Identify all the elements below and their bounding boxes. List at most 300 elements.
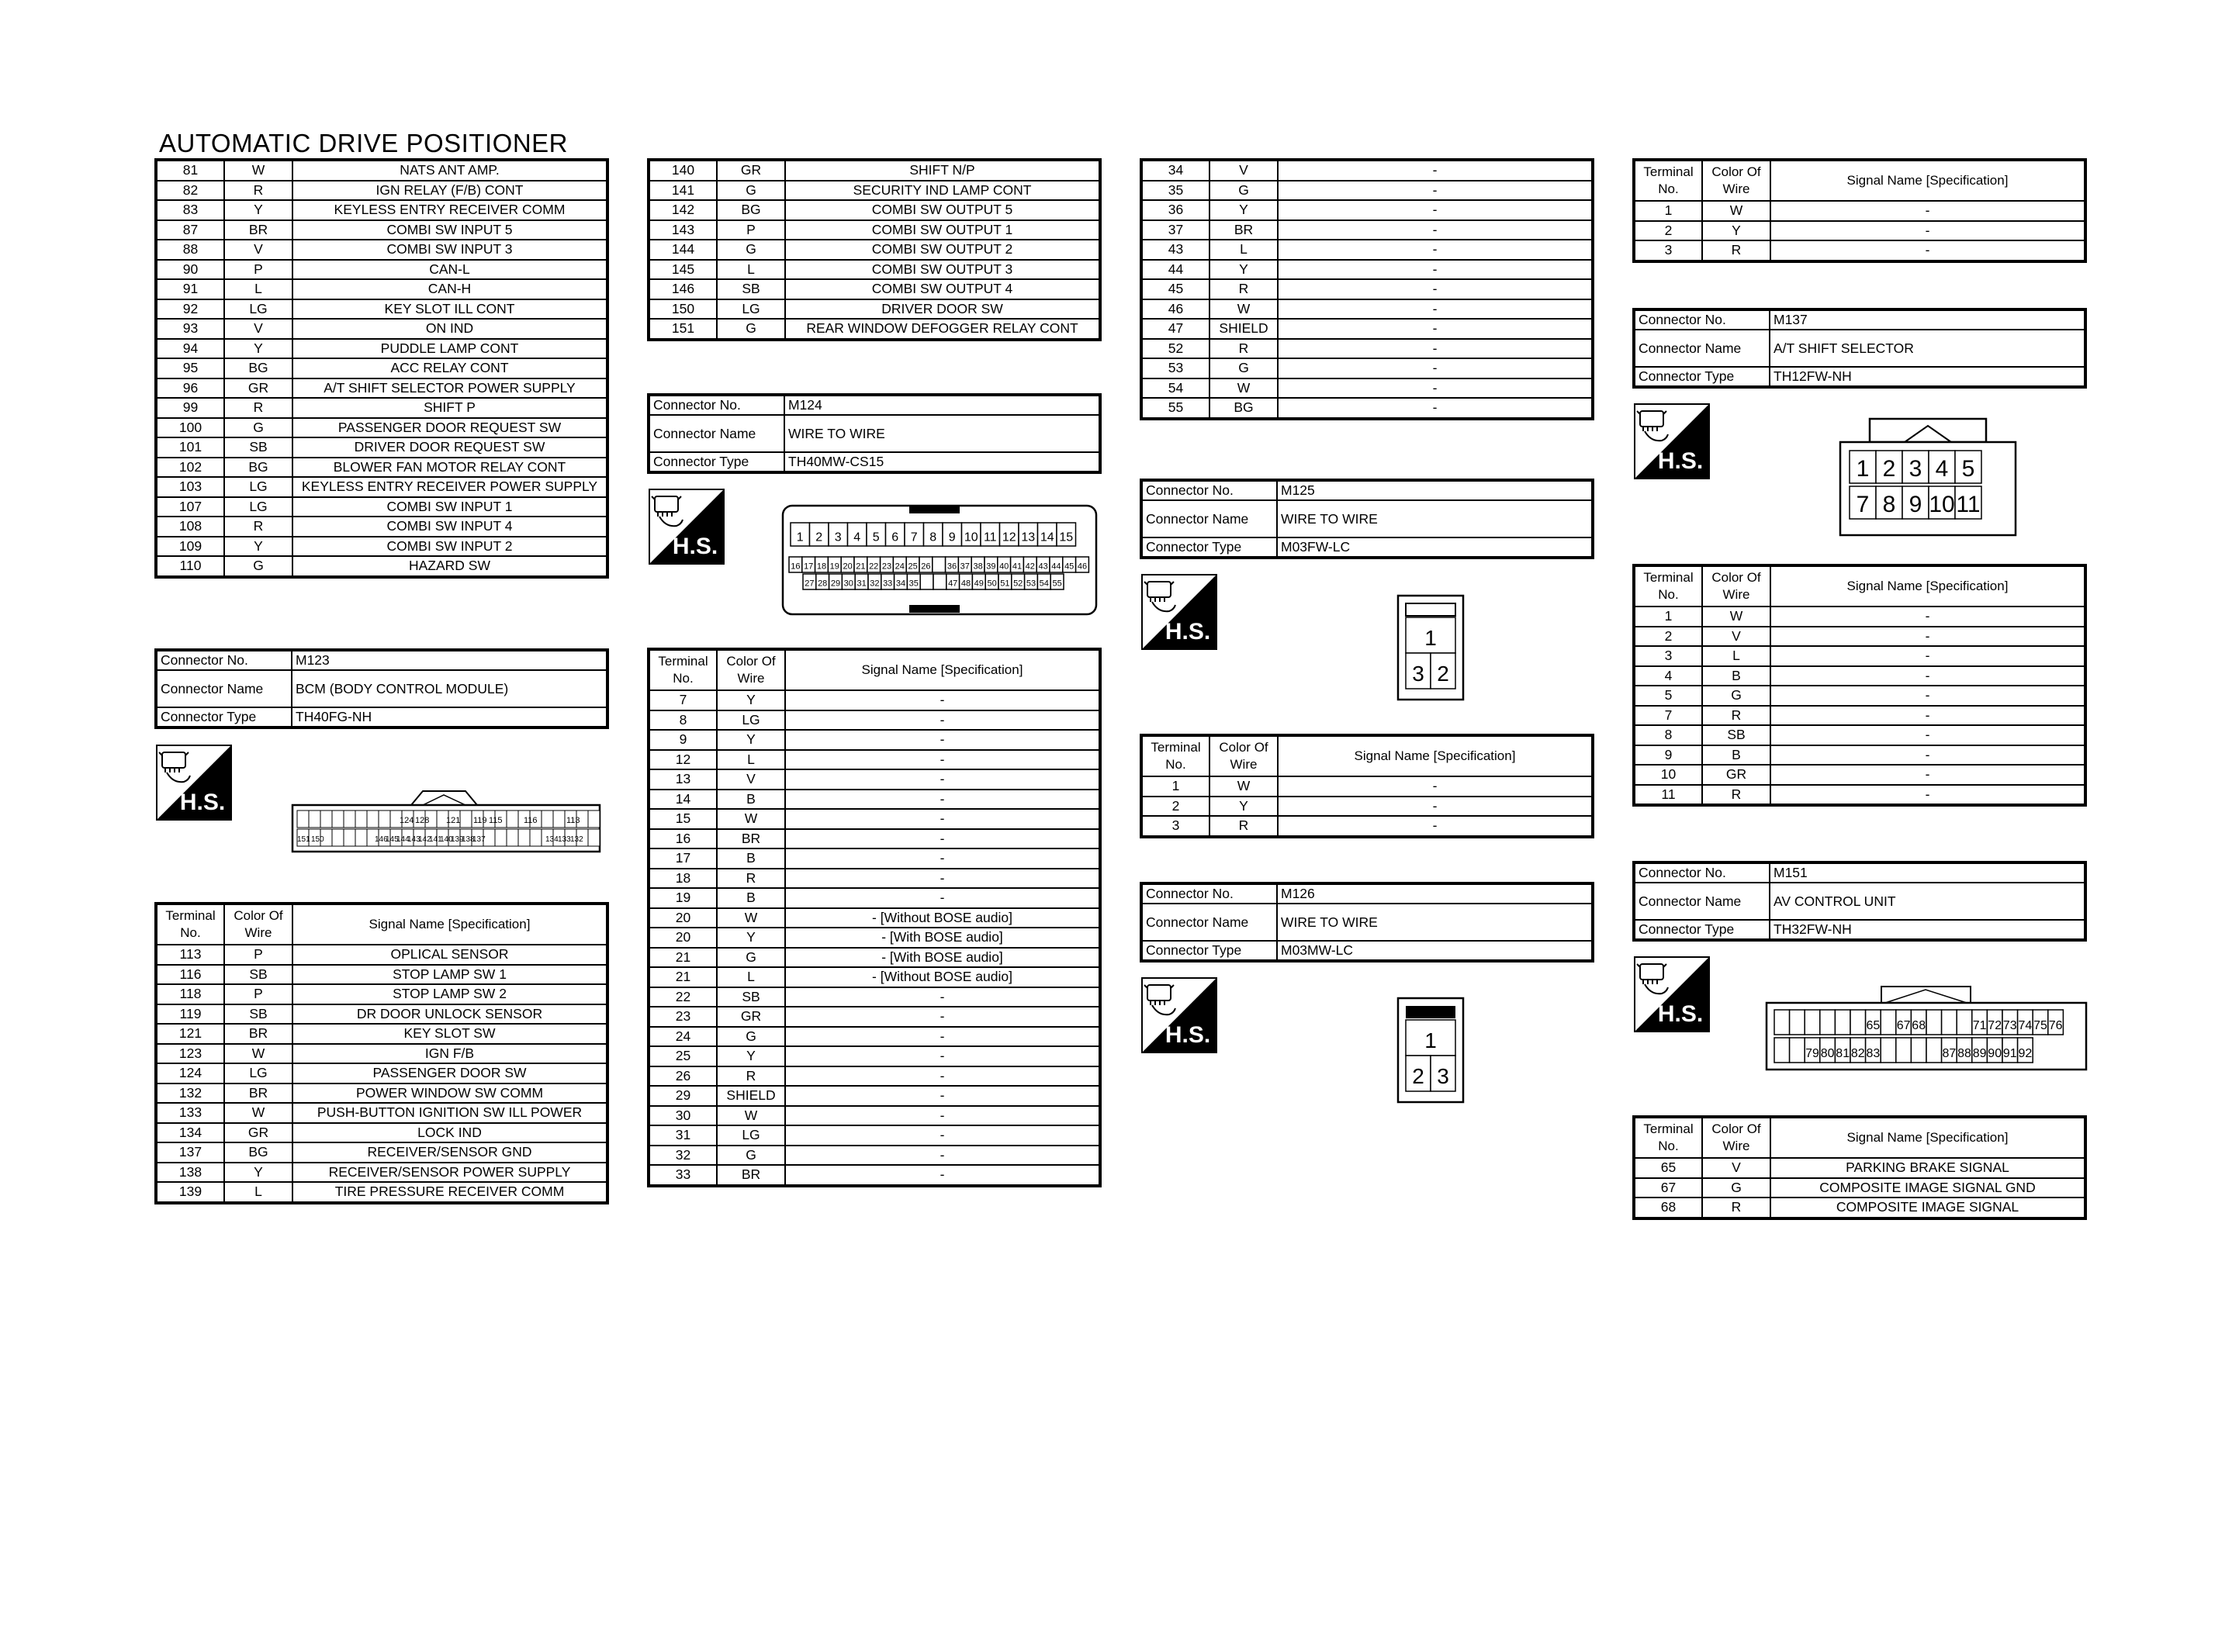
signal-name-cell: COMBI SW INPUT 3 [292,240,607,260]
table-row [1634,201,2085,221]
table-row [649,1066,1100,1087]
terminal-cell: 133 [156,1103,224,1123]
terminal-cell: 18 [649,869,717,889]
connector-pin [1911,1038,1926,1063]
connector-type-value: TH12FW-NH [1770,367,2085,387]
table-row [649,260,1100,280]
table-row [649,769,1100,790]
table-row [1141,279,1593,299]
table-row [156,1083,607,1104]
terminal-cell: 1 [1634,607,1702,627]
connector-pin-label: 2 [815,531,823,544]
connector-pin-label: 65 [1866,1018,1881,1032]
signal-name-cell: - [1278,776,1593,797]
terminal-cell: 12 [649,750,717,770]
wire-color-cell: W [717,809,785,829]
connector-name-value: BCM (BODY CONTROL MODULE) [292,670,607,707]
wire-color-cell: BG [224,1142,292,1163]
table-row [156,279,607,299]
wire-color-cell: LG [224,497,292,517]
connector-no-value: M125 [1277,480,1593,500]
table-row [156,1004,607,1025]
signal-name-cell: DRIVER DOOR REQUEST SW [292,437,607,458]
terminal-cell: 87 [156,220,224,240]
terminal-cell: 43 [1141,240,1209,260]
signal-name-cell: - [785,869,1100,889]
wire-color-cell: G [1209,181,1278,201]
terminal-cell: 151 [649,319,717,340]
terminal-cell: 26 [649,1066,717,1087]
signal-name-cell: - [1278,797,1593,817]
terminal-cell: 9 [649,730,717,750]
connector-name-label: Connector Name [1634,883,1770,920]
wire-color-cell: P [224,945,292,965]
signal-name-cell: - [1278,240,1593,260]
connector-pin-label: 10 [1929,491,1955,517]
connector-type-label: Connector Type [1634,920,1770,940]
signal-name-cell: - [1278,220,1593,240]
signal-name-cell: OPLICAL SENSOR [292,945,607,965]
header-color-of-wire: Color Of Wire [1702,1117,1770,1158]
connector-pin [1774,1010,1790,1035]
connector-no-label: Connector No. [1141,883,1277,904]
wire-color-cell: BR [224,1024,292,1044]
table-row [649,869,1100,889]
header-terminal-no: Terminal No. [1634,160,1702,201]
connector-pin-label: 36 [946,562,957,572]
connector-pin [1926,1010,1942,1035]
terminal-cell: 118 [156,984,224,1004]
connector-diagram-m125 [1396,594,1466,703]
connector-name-label: Connector Name [1634,330,1770,367]
connector-pin-label: 74 [2018,1018,2033,1032]
terminal-cell: 143 [649,220,717,240]
header-terminal-no: Terminal No. [1634,1117,1702,1158]
connector-pin-label: 113 [566,816,580,825]
connector-pin-label: 24 [895,562,905,572]
connector-pin-label: 76 [2048,1018,2063,1032]
table-header-row [1634,565,2085,607]
wire-color-cell: Y [717,928,785,948]
connector-pin-label: 72 [1988,1018,2002,1032]
wire-color-cell: BG [224,358,292,378]
signal-name-cell: RECEIVER/SENSOR POWER SUPPLY [292,1163,607,1183]
wire-color-cell: G [1702,686,1770,706]
signal-name-cell: - [1278,358,1593,378]
table-row [649,928,1100,948]
table-row [1141,200,1593,220]
table-row [156,358,607,378]
table-row [649,1125,1100,1146]
signal-name-cell: PUDDLE LAMP CONT [292,339,607,359]
terminal-cell: 23 [649,1007,717,1027]
m124-terminal-table-cont [1140,158,1594,420]
signal-name-cell: COMBI SW INPUT 4 [292,517,607,537]
signal-name-cell: KEY SLOT ILL CONT [292,299,607,320]
table-row [156,965,607,985]
terminal-cell: 55 [1141,398,1209,419]
table-row [156,437,607,458]
wire-color-cell: P [717,220,785,240]
wire-color-cell: GR [717,160,785,181]
hs-label: H.S. [179,790,226,815]
table-row [1634,666,2085,686]
table-row [649,200,1100,220]
wire-color-cell: LG [224,1063,292,1083]
table-row [156,497,607,517]
m137-terminal-table [1632,564,2087,807]
connector-pin-label: 11 [983,531,997,544]
terminal-cell: 103 [156,477,224,497]
table-row [156,220,607,240]
table-row [649,730,1100,750]
signal-name-cell: TIRE PRESSURE RECEIVER COMM [292,1182,607,1203]
table-row [1634,1198,2085,1218]
signal-name-cell: COMBI SW OUTPUT 3 [785,260,1100,280]
terminal-cell: 37 [1141,220,1209,240]
connector-pin-label: 42 [1025,562,1035,572]
connector-pin-label: 41 [1012,562,1023,572]
hs-logo [649,489,725,569]
connector-pin-label: 8 [929,531,937,544]
connector-pin-label: 33 [883,579,893,589]
terminal-cell: 54 [1141,378,1209,399]
terminal-cell: 2 [1634,627,1702,647]
wire-color-cell: LG [717,299,785,320]
signal-name-cell: - [785,730,1100,750]
terminal-cell: 142 [649,200,717,220]
table-row [156,1024,607,1044]
signal-name-cell: - [1278,378,1593,399]
connector-no-label: Connector No. [156,650,292,670]
connector-diagram-m126 [1396,997,1466,1105]
connector-pin-label: 151 [297,835,310,844]
table-row [1141,220,1593,240]
table-row [1141,776,1593,797]
wire-color-cell: Y [1702,221,1770,241]
connector-pin-label: 29 [830,579,841,589]
signal-name-cell: - [1770,706,2085,726]
connector-name-value: AV CONTROL UNIT [1770,883,2085,920]
terminal-cell: 138 [156,1163,224,1183]
wire-color-cell: B [1702,666,1770,686]
terminal-cell: 83 [156,200,224,220]
table-row [156,556,607,577]
table-row [156,1123,607,1143]
signal-name-cell: - [With BOSE audio] [785,928,1100,948]
terminal-cell: 4 [1634,666,1702,686]
terminal-cell: 113 [156,945,224,965]
table-row [649,790,1100,810]
table-row [649,750,1100,770]
signal-name-cell: STOP LAMP SW 1 [292,965,607,985]
wire-color-cell: V [1702,1158,1770,1178]
connector-type-value: M03MW-LC [1277,941,1593,961]
table-row [156,517,607,537]
connector-pin-label: 5 [872,531,880,544]
table-row [1634,745,2085,766]
hs-label: H.S. [1657,448,1704,474]
signal-name-cell: SHIFT N/P [785,160,1100,181]
connector-pin-label: 138 [462,835,475,844]
wire-color-cell: G [717,1027,785,1047]
connector-pin-label: 116 [524,816,538,825]
connector-pin-label: 132 [570,835,583,844]
connector-name-label: Connector Name [649,415,784,452]
connector-pin-label: 40 [999,562,1009,572]
connector-pin-label: 87 [1942,1046,1957,1060]
signal-name-cell: - [Without BOSE audio] [785,908,1100,928]
connector-pin-label: 28 [818,579,828,589]
signal-name-cell: SHIFT P [292,398,607,418]
connector-pin-label: 37 [960,562,970,572]
terminal-cell: 100 [156,418,224,438]
signal-name-cell: - [1278,319,1593,339]
wire-color-cell: BG [1209,398,1278,419]
wire-color-cell: BR [1209,220,1278,240]
signal-name-cell: PUSH-BUTTON IGNITION SW ILL POWER [292,1103,607,1123]
connector-name-value: WIRE TO WIRE [1277,904,1593,941]
wire-color-cell: R [1209,279,1278,299]
wire-color-cell: Y [1209,200,1278,220]
table-row [156,537,607,557]
connector-no-value: M137 [1770,309,2085,330]
signal-name-cell: PASSENGER DOOR SW [292,1063,607,1083]
terminal-cell: 81 [156,160,224,181]
terminal-cell: 3 [1634,240,1702,261]
wire-color-cell: SB [717,279,785,299]
terminal-cell: 82 [156,181,224,201]
table-row [649,1146,1100,1166]
signal-name-cell: CAN-H [292,279,607,299]
terminal-cell: 116 [156,965,224,985]
wire-color-cell: SB [1702,725,1770,745]
terminal-cell: 34 [1141,160,1209,181]
header-terminal-no: Terminal No. [1634,565,1702,607]
table-row [649,967,1100,987]
table-row [649,240,1100,260]
connector-name-value: WIRE TO WIRE [784,415,1100,452]
connector-pin [1805,1010,1820,1035]
signal-name-cell: KEYLESS ENTRY RECEIVER POWER SUPPLY [292,477,607,497]
table-row [156,1142,607,1163]
signal-name-cell: PARKING BRAKE SIGNAL [1770,1158,2085,1178]
signal-name-cell: KEY SLOT SW [292,1024,607,1044]
table-row [649,1046,1100,1066]
table-row [649,1086,1100,1106]
wire-color-cell: SHIELD [1209,319,1278,339]
terminal-cell: 137 [156,1142,224,1163]
connector-pin-label: 143 [407,835,420,844]
connector-pin-label: 128 [415,816,430,825]
connector-type-value: TH40FG-NH [292,707,607,728]
signal-name-cell: - [1770,240,2085,261]
table-row [156,1182,607,1203]
wire-color-cell: W [717,1106,785,1126]
table-row [156,945,607,965]
table-header-row [1634,1117,2085,1158]
connector-pin-label: 35 [908,579,919,589]
connector-pin [1790,1010,1805,1035]
signal-name-cell: - [785,829,1100,849]
connector-pin-label: 1 [1424,625,1437,650]
connector-diagram-m137 [1839,415,2017,539]
connector-pin-label: 21 [856,562,866,572]
table-row [649,948,1100,968]
wire-color-cell: W [1209,299,1278,320]
terminal-cell: 33 [649,1165,717,1186]
table-row [1634,706,2085,726]
wire-color-cell: GR [1702,765,1770,785]
hs-label: H.S. [1164,1022,1211,1048]
terminal-cell: 92 [156,299,224,320]
header-terminal-no: Terminal No. [156,904,224,945]
table-row [156,458,607,478]
header-color-of-wire: Color Of Wire [1702,160,1770,201]
connector-diagram-m151 [1765,983,2091,1073]
connector-pin-label: 137 [472,835,486,844]
connector-pin-label: 4 [853,531,861,544]
connector-pin-label: 142 [418,835,431,844]
table-row [1634,785,2085,806]
table-row [156,319,607,339]
connector-no-label: Connector No. [1141,480,1277,500]
signal-name-cell: COMBI SW OUTPUT 2 [785,240,1100,260]
table-row [649,987,1100,1007]
terminal-cell: 52 [1141,339,1209,359]
signal-name-cell: - [785,710,1100,731]
wire-color-cell: G [717,948,785,968]
table-header-row [649,649,1100,690]
connector-pin-label: 46 [1077,562,1088,572]
wire-color-cell: W [224,160,292,181]
connector-pin-label: 145 [386,835,399,844]
wire-color-cell: R [1209,816,1278,837]
wire-color-cell: V [1702,627,1770,647]
wire-color-cell: R [1702,240,1770,261]
table-row [1634,646,2085,666]
table-row [1141,160,1593,181]
connector-pin-label: 124 [400,816,414,825]
signal-name-cell: - [785,809,1100,829]
connector-pin [1896,1038,1912,1063]
wire-color-cell: G [224,418,292,438]
connector-pin-label: 144 [396,835,410,844]
wire-color-cell: Y [1209,260,1278,280]
signal-name-cell: - [1278,398,1593,419]
table-row [649,888,1100,908]
wire-color-cell: LG [224,299,292,320]
wire-color-cell: BG [224,458,292,478]
terminal-cell: 44 [1141,260,1209,280]
table-header-row [1634,160,2085,201]
signal-name-cell: POWER WINDOW SW COMM [292,1083,607,1104]
table-row [156,1163,607,1183]
terminal-cell: 2 [1141,797,1209,817]
connector-pin-label: 79 [1805,1046,1819,1060]
table-row [649,181,1100,201]
connector-pin-label: 7 [1856,491,1870,517]
wire-color-cell: BR [717,1165,785,1186]
wire-color-cell: R [224,398,292,418]
signal-name-cell: ACC RELAY CONT [292,358,607,378]
signal-name-cell: - [785,769,1100,790]
terminal-cell: 93 [156,319,224,339]
table-row [1141,339,1593,359]
terminal-cell: 101 [156,437,224,458]
header-color-of-wire: Color Of Wire [717,649,785,690]
terminal-cell: 99 [156,398,224,418]
wire-color-cell: SB [224,965,292,985]
wire-color-cell: L [717,967,785,987]
signal-name-cell: - [1770,785,2085,806]
connector-pin-label: 13 [1021,531,1036,544]
terminal-cell: 16 [649,829,717,849]
wire-color-cell: LG [717,710,785,731]
signal-name-cell: COMBI SW OUTPUT 1 [785,220,1100,240]
table-row [1634,725,2085,745]
connector-pin-label: 34 [895,579,906,589]
wire-color-cell: BG [717,200,785,220]
terminal-cell: 17 [649,848,717,869]
signal-name-cell: COMBI SW OUTPUT 5 [785,200,1100,220]
signal-name-cell: CAN-L [292,260,607,280]
signal-name-cell: - [1770,646,2085,666]
terminal-cell: 94 [156,339,224,359]
connector-pin [933,574,946,589]
terminal-cell: 145 [649,260,717,280]
terminal-cell: 110 [156,556,224,577]
connector-pin-label: 30 [843,579,853,589]
connector-pin-label: 1 [796,531,804,544]
connector-pin [1942,1010,1957,1035]
signal-name-cell: PASSENGER DOOR REQUEST SW [292,418,607,438]
connector-type-label: Connector Type [1141,537,1277,558]
terminal-cell: 121 [156,1024,224,1044]
wire-color-cell: V [224,319,292,339]
table-row [1634,627,2085,647]
wire-color-cell: V [717,769,785,790]
connector-pin [1774,1038,1790,1063]
terminal-cell: 46 [1141,299,1209,320]
connector-pin-label: 48 [960,579,971,589]
terminal-cell: 22 [649,987,717,1007]
signal-name-cell: COMBI SW INPUT 1 [292,497,607,517]
table-row [1141,240,1593,260]
signal-name-cell: COMBI SW OUTPUT 4 [785,279,1100,299]
table-row [156,398,607,418]
m125-terminal-table [1140,734,1594,838]
connector-pin-label: 38 [973,562,983,572]
wire-color-cell: L [224,1182,292,1203]
connector-pin-label: 3 [1437,1063,1449,1088]
signal-name-cell: - [1278,260,1593,280]
terminal-cell: 5 [1634,686,1702,706]
connector-pin-label: 20 [843,562,853,572]
connector-pin-label: 133 [558,835,571,844]
header-color-of-wire: Color Of Wire [1209,735,1278,776]
connector-pin-label: 82 [1850,1046,1865,1060]
table-row [1141,299,1593,320]
connector-pin-label: 11 [1956,491,1981,517]
signal-name-cell: - [1770,666,2085,686]
connector-pin-label: 22 [869,562,879,572]
table-row [1634,221,2085,241]
wire-color-cell: L [224,279,292,299]
table-row [156,181,607,201]
signal-name-cell: COMPOSITE IMAGE SIGNAL GND [1770,1178,2085,1198]
terminal-cell: 32 [649,1146,717,1166]
